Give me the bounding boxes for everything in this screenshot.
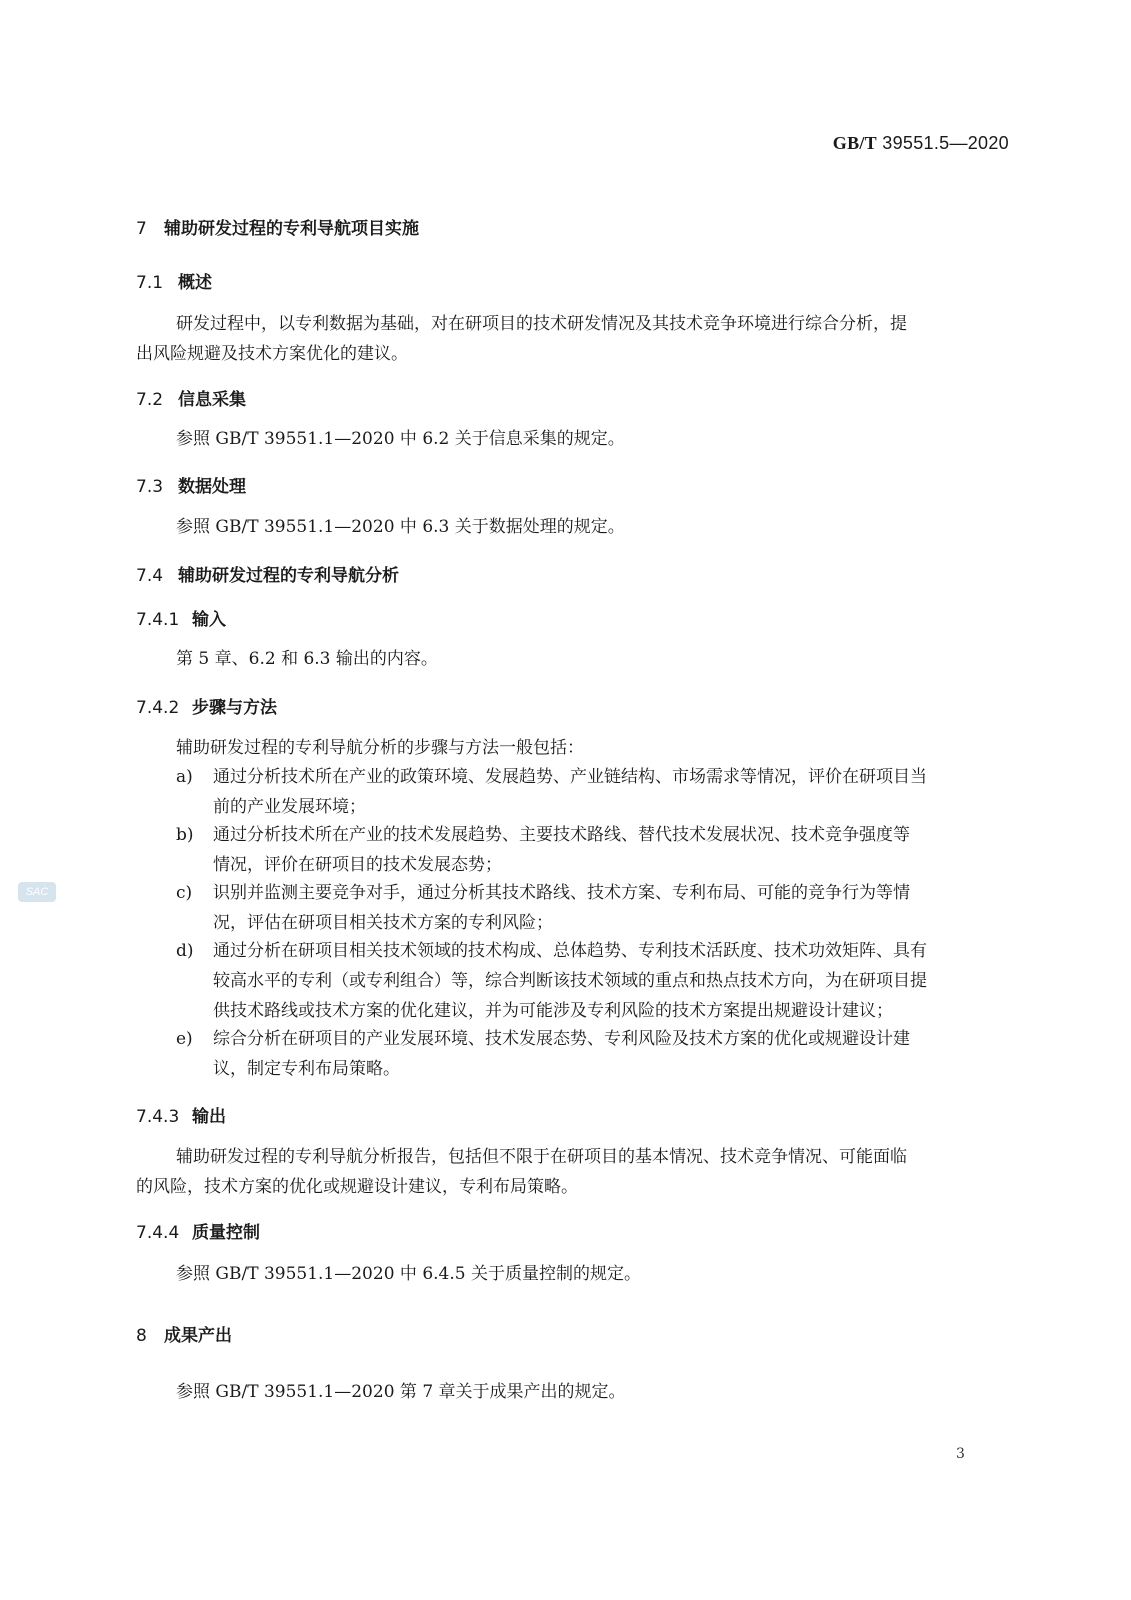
section-title: 概述 — [178, 273, 212, 293]
list-line: 识别并监测主要竞争对手，通过分析其技术路线、技术方案、专利布局、可能的竞争行为等情 — [213, 883, 910, 903]
section-title: 输入 — [192, 610, 226, 630]
list-marker: b) — [176, 825, 194, 845]
paragraph-line: 研发过程中，以专利数据为基础，对在研项目的技术研发情况及其技术竞争环境进行综合分析，提 — [176, 314, 907, 334]
list-marker: a) — [176, 767, 193, 787]
section-7-4-heading — [136, 561, 399, 586]
section-title: 信息采集 — [178, 390, 246, 410]
list-line: 供技术路线或技术方案的优化建议，并为可能涉及专利风险的技术方案提出规避设计建议； — [213, 1001, 893, 1021]
list-line: 综合分析在研项目的产业发展环境、技术发展态势、专利风险及技术方案的优化或规避设计建 — [213, 1029, 910, 1049]
section-7-4-1-heading — [136, 605, 226, 630]
section-title: 输出 — [192, 1107, 226, 1127]
paragraph-line: 参照 GB/T 39551.1—2020 中 6.2 关于信息采集的规定。 — [176, 429, 625, 449]
paragraph-line: 辅助研发过程的专利导航分析的步骤与方法一般包括： — [176, 738, 584, 758]
section-7-1-paragraph — [136, 309, 994, 369]
standard-code-number: 39551.5—2020 — [876, 133, 1009, 153]
section-7-4-1-paragraph — [176, 644, 994, 674]
list-line: 通过分析技术所在产业的政策环境、发展趋势、产业链结构、市场需求等情况，评价在研项目当 — [213, 767, 927, 787]
paragraph-line: 第 5 章、6.2 和 6.3 输出的内容。 — [176, 649, 438, 669]
standard-code — [833, 133, 1009, 154]
section-title: 步骤与方法 — [192, 698, 277, 718]
paragraph-line: 参照 GB/T 39551.1—2020 第 7 章关于成果产出的规定。 — [176, 1382, 626, 1402]
section-7-2-paragraph — [176, 424, 994, 454]
paragraph-line: 参照 GB/T 39551.1—2020 中 6.4.5 关于质量控制的规定。 — [176, 1264, 641, 1284]
paragraph-line: 辅助研发过程的专利导航分析报告，包括但不限于在研项目的基本情况、技术竞争情况、可能面临 — [176, 1147, 907, 1167]
section-7-1-heading — [136, 268, 212, 293]
list-line: 情况，评价在研项目的技术发展态势； — [213, 855, 502, 875]
standard-code-prefix: GB/T — [832, 133, 877, 153]
paragraph-line: 的风险，技术方案的优化或规避设计建议，专利布局策略。 — [136, 1177, 578, 1197]
list-line: 较高水平的专利（或专利组合）等，综合判断该技术领域的重点和热点技术方向，为在研项目提 — [213, 971, 927, 991]
section-number: 7.3 — [136, 477, 164, 497]
section-7-2-heading — [136, 385, 246, 410]
section-title: 成果产出 — [164, 1326, 232, 1346]
section-8-heading — [136, 1321, 232, 1346]
section-title: 质量控制 — [192, 1223, 260, 1243]
paragraph-line: 参照 GB/T 39551.1—2020 中 6.3 关于数据处理的规定。 — [176, 517, 625, 537]
section-number: 7.1 — [136, 273, 164, 293]
section-7-3-heading — [136, 472, 246, 497]
paragraph-line: 出风险规避及技术方案优化的建议。 — [136, 344, 408, 364]
section-title: 数据处理 — [178, 477, 246, 497]
list-line: 况，评估在研项目相关技术方案的专利风险； — [213, 913, 553, 933]
list-line: 议，制定专利布局策略。 — [213, 1059, 400, 1079]
list-line: 前的产业发展环境； — [213, 797, 366, 817]
list-marker: e) — [176, 1029, 193, 1049]
section-7-4-3-paragraph — [136, 1142, 994, 1202]
section-7-4-4-paragraph — [176, 1259, 994, 1289]
section-title: 辅助研发过程的专利导航分析 — [178, 566, 399, 586]
section-7-4-4-heading — [136, 1218, 260, 1243]
section-number: 7.4.3 — [136, 1107, 180, 1127]
list-line: 通过分析技术所在产业的技术发展趋势、主要技术路线、替代技术发展状况、技术竞争强度等 — [213, 825, 910, 845]
section-number: 7.4.4 — [136, 1223, 180, 1243]
section-number: 7.4 — [136, 566, 164, 586]
section-8-paragraph — [176, 1377, 994, 1407]
section-7-4-3-heading — [136, 1102, 226, 1127]
sac-watermark-logo: SAC — [18, 882, 56, 902]
section-7-4-2-intro — [176, 733, 994, 763]
section-7-3-paragraph — [176, 512, 994, 542]
section-number: 7.4.2 — [136, 698, 180, 718]
section-title: 辅助研发过程的专利导航项目实施 — [164, 219, 419, 239]
section-7-heading — [136, 214, 419, 239]
section-number: 7 — [136, 219, 147, 239]
section-number: 8 — [136, 1326, 147, 1346]
page-number: 3 — [956, 1446, 965, 1462]
section-number: 7.4.1 — [136, 610, 180, 630]
section-7-4-2-heading — [136, 693, 277, 718]
list-marker: c) — [176, 883, 193, 903]
section-number: 7.2 — [136, 390, 164, 410]
list-line: 通过分析在研项目相关技术领域的技术构成、总体趋势、专利技术活跃度、技术功效矩阵、具有 — [213, 941, 927, 961]
list-marker: d) — [176, 941, 194, 961]
